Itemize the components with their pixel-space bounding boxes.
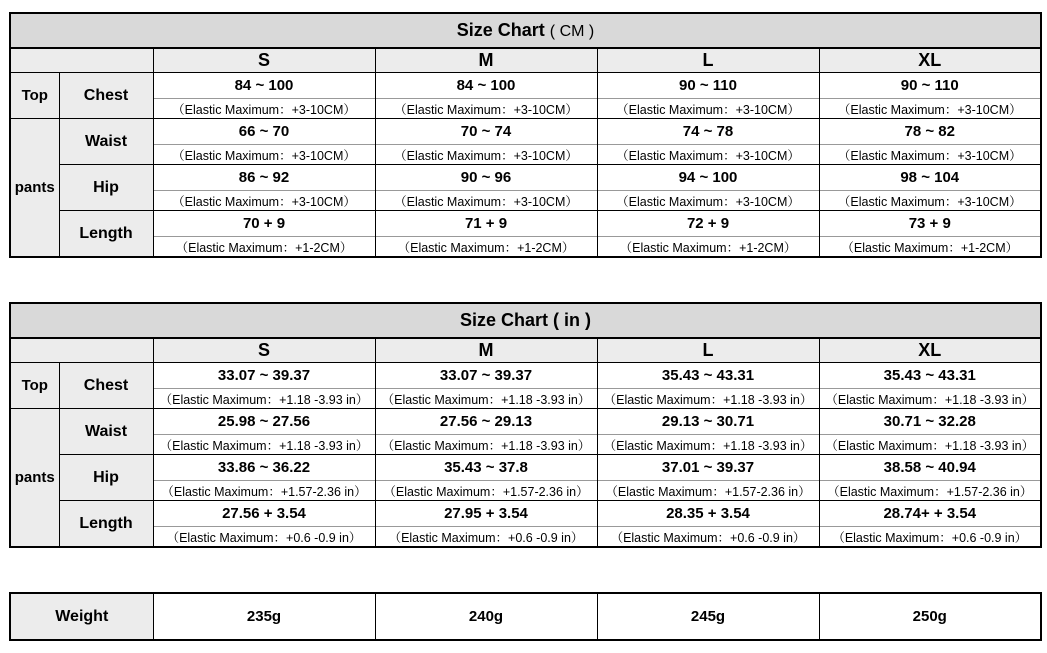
note-cell: （Elastic Maximum：+1.18 -3.93 in） [153, 435, 375, 455]
measure-label-waist: Waist [59, 409, 153, 455]
value-cell: 25.98 ~ 27.56 [153, 409, 375, 435]
note-cell: （Elastic Maximum：+3-10CM） [375, 191, 597, 211]
value-cell: 74 ~ 78 [597, 119, 819, 145]
weight-value-m: 240g [375, 593, 597, 640]
size-header-xl: XL [819, 338, 1041, 363]
title-unit: ( CM ) [549, 23, 595, 40]
note-cell: （Elastic Maximum：+3-10CM） [153, 191, 375, 211]
header-blank [10, 338, 153, 363]
value-cell: 33.07 ~ 39.37 [375, 363, 597, 389]
size-header-l: L [597, 338, 819, 363]
note-cell: （Elastic Maximum：+1-2CM） [597, 237, 819, 258]
note-cell: （Elastic Maximum：+1.57-2.36 in） [375, 481, 597, 501]
note-cell: （Elastic Maximum：+3-10CM） [597, 145, 819, 165]
note-cell: （Elastic Maximum：+0.6 -0.9 in） [597, 527, 819, 548]
note-cell: （Elastic Maximum：+0.6 -0.9 in） [153, 527, 375, 548]
note-cell: （Elastic Maximum：+0.6 -0.9 in） [819, 527, 1041, 548]
value-cell: 35.43 ~ 43.31 [819, 363, 1041, 389]
value-cell: 71 + 9 [375, 211, 597, 237]
value-cell: 90 ~ 110 [597, 73, 819, 99]
note-cell: （Elastic Maximum：+3-10CM） [819, 191, 1041, 211]
value-cell: 84 ~ 100 [375, 73, 597, 99]
area-label-pants: pants [10, 119, 59, 258]
title-text: Size Chart [456, 20, 545, 40]
value-cell: 28.74+ + 3.54 [819, 501, 1041, 527]
size-header-m: M [375, 338, 597, 363]
measure-label-chest: Chest [59, 73, 153, 119]
size-header-m: M [375, 48, 597, 73]
note-cell: （Elastic Maximum：+1-2CM） [375, 237, 597, 258]
value-cell: 29.13 ~ 30.71 [597, 409, 819, 435]
weight-value-l: 245g [597, 593, 819, 640]
note-cell: （Elastic Maximum：+1.57-2.36 in） [819, 481, 1041, 501]
size-chart-title [10, 13, 1041, 48]
note-cell: （Elastic Maximum：+3-10CM） [153, 99, 375, 119]
value-cell: 33.07 ~ 39.37 [153, 363, 375, 389]
value-cell: 90 ~ 110 [819, 73, 1041, 99]
note-cell: （Elastic Maximum：+3-10CM） [153, 145, 375, 165]
value-cell: 94 ~ 100 [597, 165, 819, 191]
value-cell: 78 ~ 82 [819, 119, 1041, 145]
weight-label: Weight [10, 593, 153, 640]
measure-label-waist: Waist [59, 119, 153, 165]
value-cell: 73 + 9 [819, 211, 1041, 237]
note-cell: （Elastic Maximum：+1.18 -3.93 in） [819, 435, 1041, 455]
note-cell: （Elastic Maximum：+3-10CM） [375, 145, 597, 165]
measure-label-chest: Chest [59, 363, 153, 409]
size-chart-cm [9, 12, 1042, 258]
area-label-top: Top [10, 363, 59, 409]
title-text: Size Chart [459, 310, 548, 330]
measure-label-length: Length [59, 211, 153, 258]
note-cell: （Elastic Maximum：+1-2CM） [819, 237, 1041, 258]
size-header-s: S [153, 338, 375, 363]
note-cell: （Elastic Maximum：+1.18 -3.93 in） [375, 389, 597, 409]
value-cell: 70 + 9 [153, 211, 375, 237]
measure-label-hip: Hip [59, 455, 153, 501]
size-header-xl: XL [819, 48, 1041, 73]
note-cell: （Elastic Maximum：+3-10CM） [597, 191, 819, 211]
note-cell: （Elastic Maximum：+1.18 -3.93 in） [819, 389, 1041, 409]
note-cell: （Elastic Maximum：+3-10CM） [597, 99, 819, 119]
note-cell: （Elastic Maximum：+1.18 -3.93 in） [153, 389, 375, 409]
note-cell: （Elastic Maximum：+3-10CM） [819, 99, 1041, 119]
note-cell: （Elastic Maximum：+3-10CM） [375, 99, 597, 119]
value-cell: 98 ~ 104 [819, 165, 1041, 191]
weight-table [9, 592, 1042, 641]
note-cell: （Elastic Maximum：+1.18 -3.93 in） [597, 435, 819, 455]
note-cell: （Elastic Maximum：+1.18 -3.93 in） [597, 389, 819, 409]
note-cell: （Elastic Maximum：+1.57-2.36 in） [597, 481, 819, 501]
value-cell: 70 ~ 74 [375, 119, 597, 145]
value-cell: 27.56 + 3.54 [153, 501, 375, 527]
size-header-s: S [153, 48, 375, 73]
title-unit: ( in ) [553, 310, 592, 330]
note-cell: （Elastic Maximum：+1.57-2.36 in） [153, 481, 375, 501]
measure-label-hip: Hip [59, 165, 153, 211]
measure-label-length: Length [59, 501, 153, 548]
area-label-top: Top [10, 73, 59, 119]
header-blank [10, 48, 153, 73]
value-cell: 33.86 ~ 36.22 [153, 455, 375, 481]
size-chart-title [10, 303, 1041, 338]
size-header-l: L [597, 48, 819, 73]
value-cell: 38.58 ~ 40.94 [819, 455, 1041, 481]
size-chart-inch [9, 302, 1042, 548]
value-cell: 86 ~ 92 [153, 165, 375, 191]
value-cell: 35.43 ~ 37.8 [375, 455, 597, 481]
value-cell: 66 ~ 70 [153, 119, 375, 145]
area-label-pants: pants [10, 409, 59, 548]
value-cell: 27.56 ~ 29.13 [375, 409, 597, 435]
weight-value-s: 235g [153, 593, 375, 640]
note-cell: （Elastic Maximum：+1.18 -3.93 in） [375, 435, 597, 455]
note-cell: （Elastic Maximum：+0.6 -0.9 in） [375, 527, 597, 548]
value-cell: 28.35 + 3.54 [597, 501, 819, 527]
value-cell: 27.95 + 3.54 [375, 501, 597, 527]
note-cell: （Elastic Maximum：+3-10CM） [819, 145, 1041, 165]
value-cell: 35.43 ~ 43.31 [597, 363, 819, 389]
value-cell: 72 + 9 [597, 211, 819, 237]
weight-value-xl: 250g [819, 593, 1041, 640]
note-cell: （Elastic Maximum：+1-2CM） [153, 237, 375, 258]
value-cell: 84 ~ 100 [153, 73, 375, 99]
value-cell: 37.01 ~ 39.37 [597, 455, 819, 481]
value-cell: 90 ~ 96 [375, 165, 597, 191]
value-cell: 30.71 ~ 32.28 [819, 409, 1041, 435]
